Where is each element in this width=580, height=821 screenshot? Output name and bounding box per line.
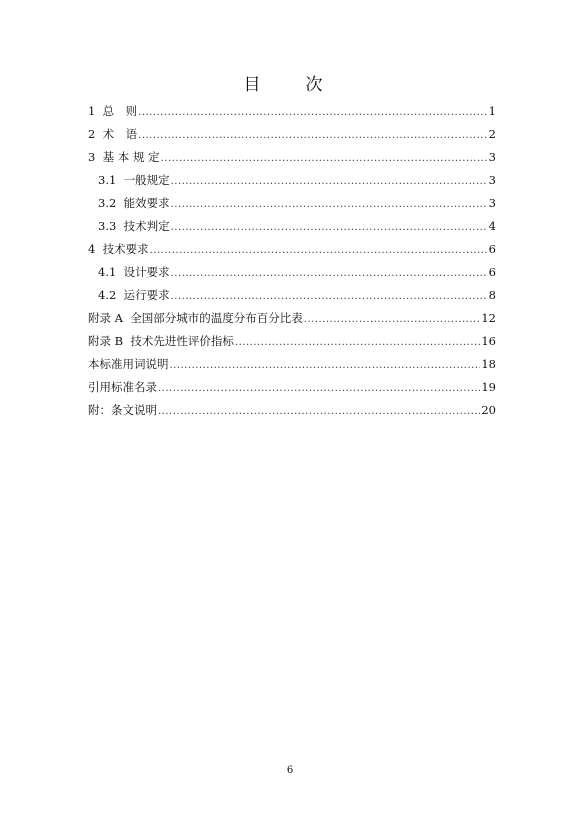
toc-label: 能效要求 — [123, 196, 170, 210]
dot-leader — [171, 285, 488, 308]
page-title: 目 次 — [243, 75, 337, 95]
toc-label: 技术先进性评价指标 — [130, 334, 234, 348]
toc-label: 附：条文说明 — [88, 403, 157, 417]
dot-leader — [235, 331, 480, 354]
toc-page: 19 — [481, 380, 496, 394]
toc-entry[interactable] — [88, 215, 496, 238]
page-number: 6 — [286, 765, 294, 776]
toc-page: 8 — [488, 288, 496, 302]
toc-label: 全国部分城市的温度分布百分比表 — [130, 311, 303, 325]
dot-leader — [304, 308, 481, 331]
toc-number: 3.2 — [98, 196, 124, 210]
toc-label: 技术判定 — [123, 219, 170, 233]
dot-leader — [171, 216, 488, 239]
toc-entry[interactable] — [88, 123, 496, 146]
toc-page: 1 — [488, 104, 496, 118]
dot-leader — [150, 239, 488, 262]
toc-number: 3 — [88, 150, 103, 164]
dot-leader — [158, 400, 480, 423]
toc-number: 4.2 — [98, 288, 124, 302]
dot-leader — [138, 124, 488, 147]
toc-number: 2 — [88, 127, 103, 141]
toc-page: 3 — [488, 150, 496, 164]
toc-page: 6 — [488, 265, 496, 279]
toc-entry[interactable] — [88, 238, 496, 261]
toc-entry[interactable] — [88, 330, 496, 353]
toc-label: 技术要求 — [102, 242, 149, 256]
toc-label: 引用标准名录 — [88, 380, 157, 394]
toc-entry[interactable] — [88, 307, 496, 330]
toc-page: 16 — [481, 334, 496, 348]
toc-label: 一般规定 — [123, 173, 170, 187]
toc-entry[interactable] — [88, 284, 496, 307]
toc-page: 18 — [481, 357, 496, 371]
table-of-contents — [88, 100, 496, 422]
toc-entry[interactable] — [88, 100, 496, 123]
toc-page: 12 — [481, 311, 496, 325]
toc-label: 运行要求 — [123, 288, 170, 302]
dot-leader — [158, 377, 480, 400]
toc-number: 附录 A — [88, 311, 131, 325]
toc-entry[interactable] — [88, 192, 496, 215]
dot-leader — [138, 101, 488, 124]
toc-number: 4 — [88, 242, 103, 256]
toc-number: 3.1 — [98, 173, 124, 187]
dot-leader — [171, 193, 488, 216]
toc-label: 基 本 规 定 — [102, 150, 160, 164]
toc-page: 6 — [488, 242, 496, 256]
toc-entry[interactable] — [88, 399, 496, 422]
toc-entry[interactable] — [88, 261, 496, 284]
toc-number: 附录 B — [88, 334, 131, 348]
toc-page: 3 — [488, 173, 496, 187]
toc-number: 1 — [88, 104, 103, 118]
toc-number: 3.3 — [98, 219, 124, 233]
toc-entry[interactable] — [88, 376, 496, 399]
toc-number: 4.1 — [98, 265, 124, 279]
dot-leader — [171, 262, 488, 285]
dot-leader — [170, 354, 481, 377]
toc-entry[interactable] — [88, 169, 496, 192]
toc-entry[interactable] — [88, 146, 496, 169]
toc-entry[interactable] — [88, 353, 496, 376]
dot-leader — [161, 147, 488, 170]
dot-leader — [171, 170, 488, 193]
toc-page: 4 — [488, 219, 496, 233]
toc-page: 20 — [481, 403, 496, 417]
toc-label: 术 语 — [102, 127, 138, 141]
toc-label: 本标准用词说明 — [88, 357, 169, 371]
toc-page: 2 — [488, 127, 496, 141]
toc-page: 3 — [488, 196, 496, 210]
toc-label: 设计要求 — [123, 265, 170, 279]
toc-label: 总 则 — [102, 104, 138, 118]
